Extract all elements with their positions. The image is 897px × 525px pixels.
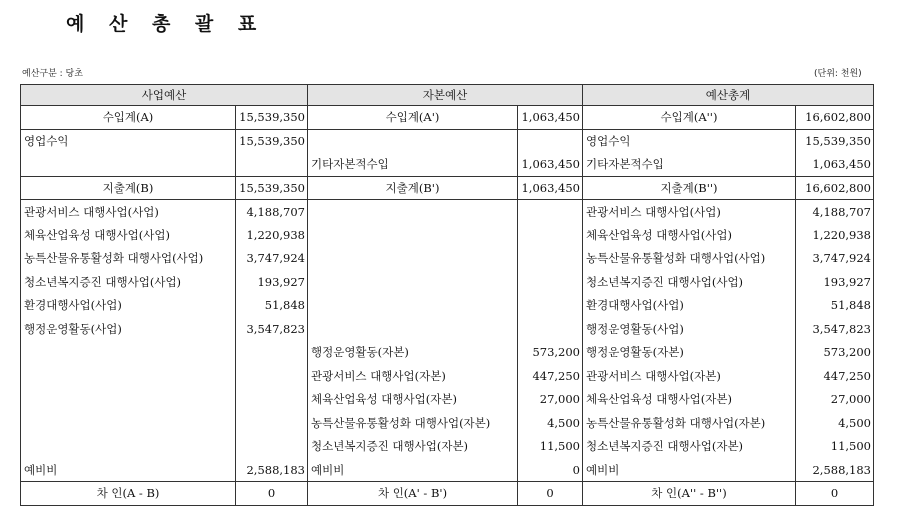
total-label: 체육산업육성 대행사업(사업) xyxy=(583,223,796,247)
income-total-row xyxy=(21,106,874,130)
business-label: 영업수익 xyxy=(21,129,236,153)
difference-business-value: 0 xyxy=(236,482,308,506)
expense-total-row xyxy=(21,176,874,200)
capital-value xyxy=(518,200,583,224)
expense-business-label: 지출계(B) xyxy=(21,176,236,200)
capital-value xyxy=(518,129,583,153)
header-capital-budget: 자본예산 xyxy=(308,85,583,106)
page-title: 예 산 총 괄 표 xyxy=(66,13,266,35)
total-value: 51,848 xyxy=(796,294,874,318)
unit-label: (단위: 천원) xyxy=(814,69,862,79)
expense-total-label: 지출계(B'') xyxy=(583,176,796,200)
business-label: 청소년복지증진 대행사업(사업) xyxy=(21,270,236,294)
capital-value: 11,500 xyxy=(518,435,583,459)
total-value: 15,539,350 xyxy=(796,129,874,153)
income-total-value: 16,602,800 xyxy=(796,106,874,130)
total-value: 4,500 xyxy=(796,411,874,435)
total-label: 청소년복지증진 대행사업(자본) xyxy=(583,435,796,459)
capital-label xyxy=(308,317,518,341)
business-value xyxy=(236,388,308,412)
total-label: 행정운영활동(자본) xyxy=(583,341,796,365)
total-value: 193,927 xyxy=(796,270,874,294)
expense-item-row xyxy=(21,294,874,318)
expense-business-value: 15,539,350 xyxy=(236,176,308,200)
business-value xyxy=(236,364,308,388)
expense-item-row xyxy=(21,364,874,388)
budget-summary-table xyxy=(20,84,874,506)
capital-label xyxy=(308,129,518,153)
income-capital-value: 1,063,450 xyxy=(518,106,583,130)
business-label: 관광서비스 대행사업(사업) xyxy=(21,200,236,224)
capital-value: 0 xyxy=(518,458,583,482)
business-label xyxy=(21,341,236,365)
capital-value xyxy=(518,223,583,247)
capital-value: 4,500 xyxy=(518,411,583,435)
capital-label: 관광서비스 대행사업(자본) xyxy=(308,364,518,388)
expense-item-row xyxy=(21,200,874,224)
business-value: 15,539,350 xyxy=(236,129,308,153)
difference-capital-value: 0 xyxy=(518,482,583,506)
difference-capital-label: 차 인(A' - B') xyxy=(308,482,518,506)
capital-value: 447,250 xyxy=(518,364,583,388)
total-value: 11,500 xyxy=(796,435,874,459)
capital-label: 행정운영활동(자본) xyxy=(308,341,518,365)
total-label: 청소년복지증진 대행사업(사업) xyxy=(583,270,796,294)
capital-label: 청소년복지증진 대행사업(자본) xyxy=(308,435,518,459)
capital-value xyxy=(518,247,583,271)
business-label xyxy=(21,411,236,435)
business-label: 행정운영활동(사업) xyxy=(21,317,236,341)
capital-label xyxy=(308,294,518,318)
business-value xyxy=(236,341,308,365)
capital-label xyxy=(308,223,518,247)
total-value: 573,200 xyxy=(796,341,874,365)
business-label: 농특산물유통활성화 대행사업(사업) xyxy=(21,247,236,271)
capital-label: 기타자본적수입 xyxy=(308,153,518,177)
total-label: 농특산물유통활성화 대행사업(사업) xyxy=(583,247,796,271)
capital-value: 1,063,450 xyxy=(518,153,583,177)
income-item-row xyxy=(21,153,874,177)
business-value xyxy=(236,411,308,435)
expense-item-row xyxy=(21,458,874,482)
expense-item-row xyxy=(21,223,874,247)
total-value: 1,220,938 xyxy=(796,223,874,247)
expense-total-value: 16,602,800 xyxy=(796,176,874,200)
business-label xyxy=(21,364,236,388)
total-value: 447,250 xyxy=(796,364,874,388)
expense-item-row xyxy=(21,388,874,412)
business-value: 4,188,707 xyxy=(236,200,308,224)
total-value: 2,588,183 xyxy=(796,458,874,482)
business-label: 체육산업육성 대행사업(사업) xyxy=(21,223,236,247)
total-label: 체육산업육성 대행사업(자본) xyxy=(583,388,796,412)
total-label: 영업수익 xyxy=(583,129,796,153)
difference-row xyxy=(21,482,874,506)
income-business-label: 수입계(A) xyxy=(21,106,236,130)
total-label: 환경대행사업(사업) xyxy=(583,294,796,318)
capital-value xyxy=(518,294,583,318)
total-value: 4,188,707 xyxy=(796,200,874,224)
total-value: 3,547,823 xyxy=(796,317,874,341)
business-value: 193,927 xyxy=(236,270,308,294)
difference-business-label: 차 인(A - B) xyxy=(21,482,236,506)
total-value: 3,747,924 xyxy=(796,247,874,271)
business-value xyxy=(236,153,308,177)
income-capital-label: 수입계(A') xyxy=(308,106,518,130)
expense-item-row xyxy=(21,247,874,271)
income-total-label: 수입계(A'') xyxy=(583,106,796,130)
business-label: 환경대행사업(사업) xyxy=(21,294,236,318)
header-total-budget: 예산총계 xyxy=(583,85,874,106)
total-label: 행정운영활동(사업) xyxy=(583,317,796,341)
business-value: 1,220,938 xyxy=(236,223,308,247)
difference-total-value: 0 xyxy=(796,482,874,506)
business-value: 3,747,924 xyxy=(236,247,308,271)
total-label: 예비비 xyxy=(583,458,796,482)
business-value: 51,848 xyxy=(236,294,308,318)
capital-value: 27,000 xyxy=(518,388,583,412)
business-value xyxy=(236,435,308,459)
total-label: 관광서비스 대행사업(자본) xyxy=(583,364,796,388)
expense-item-row xyxy=(21,270,874,294)
business-value: 3,547,823 xyxy=(236,317,308,341)
expense-capital-value: 1,063,450 xyxy=(518,176,583,200)
income-item-row xyxy=(21,129,874,153)
total-value: 1,063,450 xyxy=(796,153,874,177)
capital-label xyxy=(308,247,518,271)
capital-value: 573,200 xyxy=(518,341,583,365)
capital-label: 체육산업육성 대행사업(자본) xyxy=(308,388,518,412)
total-value: 27,000 xyxy=(796,388,874,412)
header-business-budget: 사업예산 xyxy=(21,85,308,106)
capital-label: 농특산물유통활성화 대행사업(자본) xyxy=(308,411,518,435)
business-value: 2,588,183 xyxy=(236,458,308,482)
capital-value xyxy=(518,317,583,341)
capital-label xyxy=(308,200,518,224)
budget-type-label: 예산구분 : 당초 xyxy=(22,69,83,79)
total-label: 관광서비스 대행사업(사업) xyxy=(583,200,796,224)
income-business-value: 15,539,350 xyxy=(236,106,308,130)
business-label xyxy=(21,153,236,177)
expense-item-row xyxy=(21,341,874,365)
difference-total-label: 차 인(A'' - B'') xyxy=(583,482,796,506)
expense-item-row xyxy=(21,411,874,435)
total-label: 기타자본적수입 xyxy=(583,153,796,177)
business-label xyxy=(21,388,236,412)
expense-capital-label: 지출계(B') xyxy=(308,176,518,200)
business-label: 예비비 xyxy=(21,458,236,482)
header-row xyxy=(21,85,874,106)
capital-value xyxy=(518,270,583,294)
capital-label: 예비비 xyxy=(308,458,518,482)
business-label xyxy=(21,435,236,459)
expense-item-row xyxy=(21,317,874,341)
capital-label xyxy=(308,270,518,294)
expense-item-row xyxy=(21,435,874,459)
total-label: 농특산물유통활성화 대행사업(자본) xyxy=(583,411,796,435)
